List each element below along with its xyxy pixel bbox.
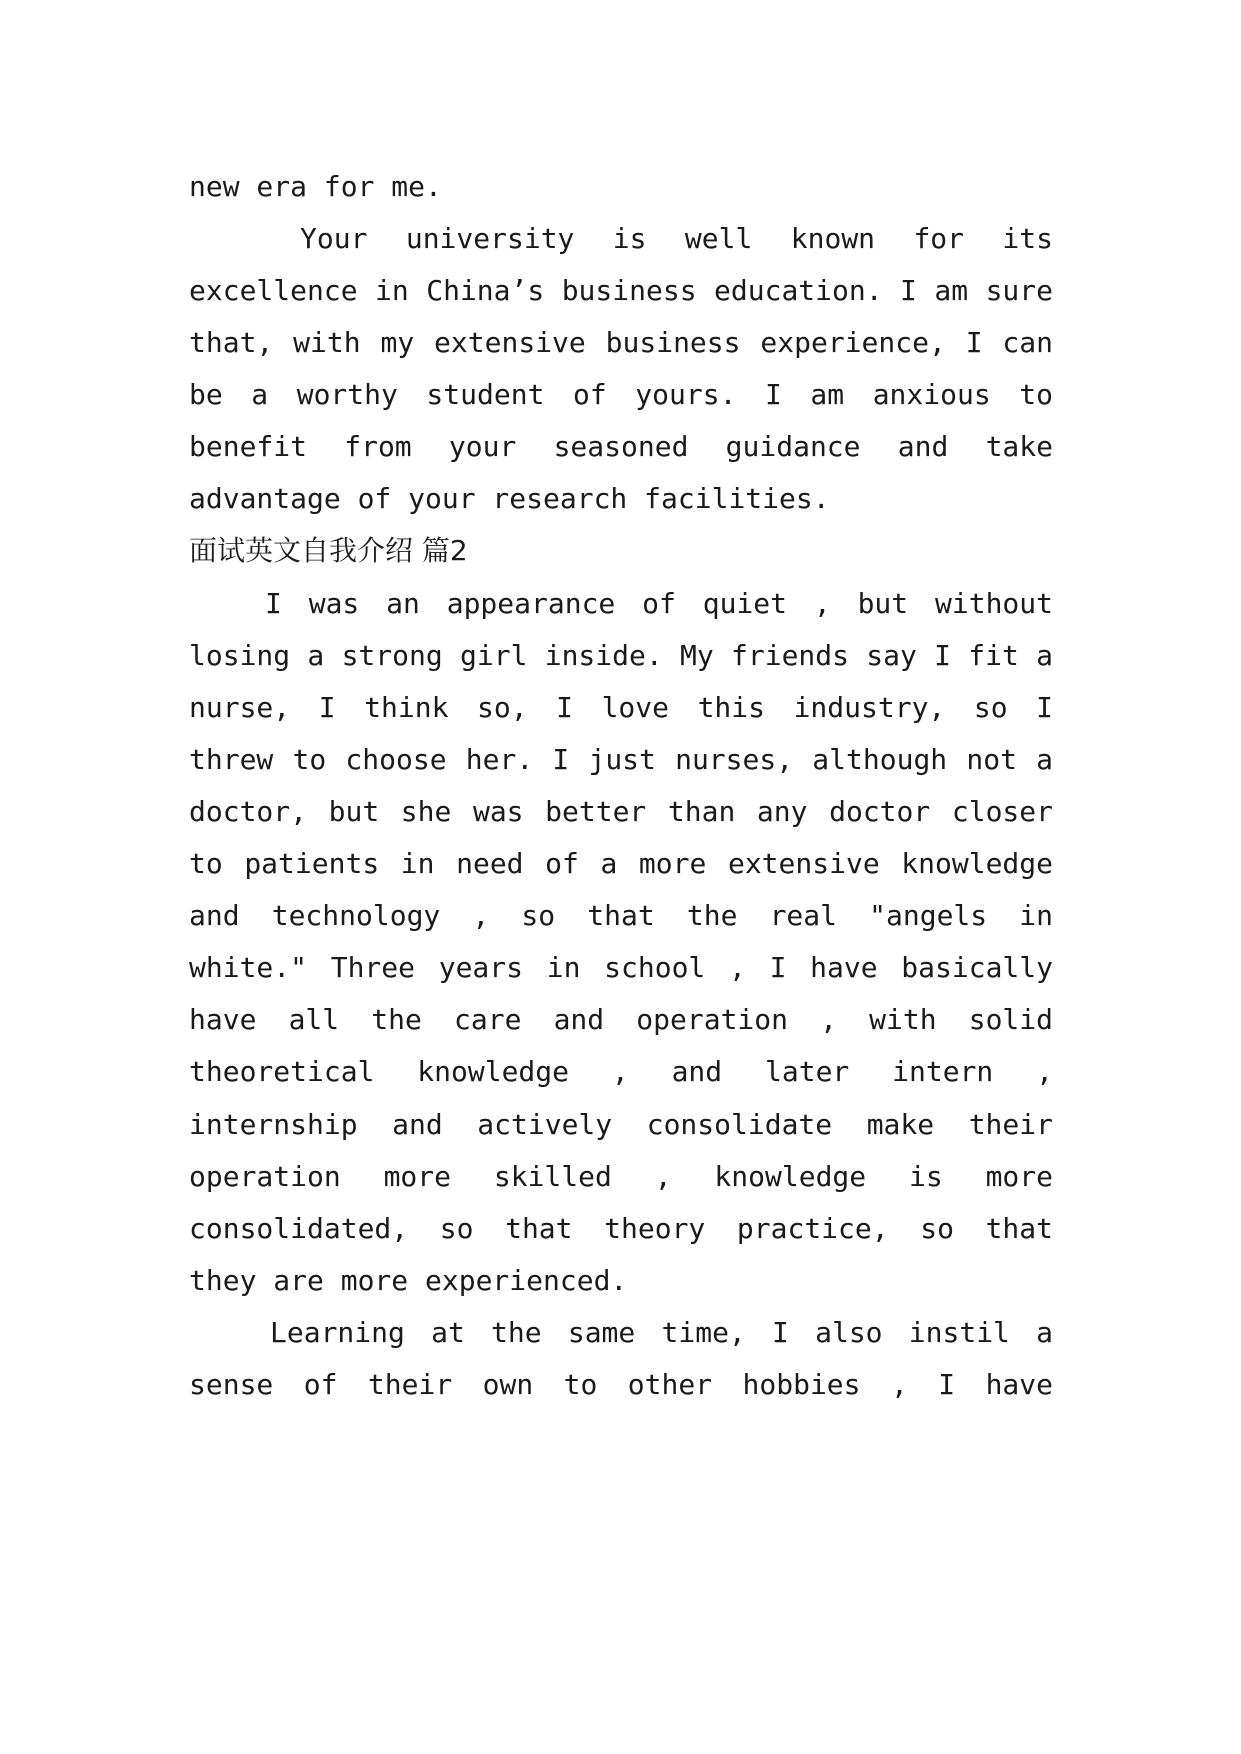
text-line: threw to choose her. I just nurses, although not a — [189, 743, 1053, 776]
text-line: doctor, but she was better than any doctor closer — [189, 795, 1053, 828]
text-line: be a worthy student of yours. I am anxious to — [189, 378, 1053, 411]
text-line: sense of their own to other hobbies , I have — [189, 1368, 1053, 1401]
text-line: have all the care and operation , with solid — [189, 1003, 1053, 1036]
text-line: consolidated, so that theory practice, so that — [189, 1212, 1053, 1245]
text-line: they are more experienced. — [189, 1264, 628, 1297]
text-line: internship and actively consolidate make their — [189, 1108, 1053, 1141]
text-line: that, with my extensive business experience, I can — [189, 326, 1053, 359]
text-line: nurse, I think so, I love this industry, so I — [189, 691, 1053, 724]
text-line: white." Three years in school , I have basically — [189, 951, 1053, 984]
text-line: excellence in China’s business education. I am sure — [189, 274, 1053, 307]
text-line: and technology , so that the real "angels in — [189, 899, 1053, 932]
text-line: advantage of your research facilities. — [189, 482, 830, 515]
paragraph-first-line: I was an appearance of quiet , but without — [265, 587, 1053, 620]
text-line: benefit from your seasoned guidance and take — [189, 430, 1053, 463]
text-line: theoretical knowledge , and later intern , — [189, 1055, 1053, 1088]
text-line: to patients in need of a more extensive knowledge — [189, 847, 1053, 880]
text-line: new era for me. — [189, 170, 442, 203]
paragraph-first-line: Your university is well known for its — [300, 222, 1053, 255]
paragraph-first-line: Learning at the same time, I also instil a — [270, 1316, 1053, 1349]
text-line: operation more skilled , knowledge is more — [189, 1160, 1053, 1193]
section-heading: 面试英文自我介绍 篇2 — [189, 534, 468, 567]
text-line: losing a strong girl inside. My friends say I fit a — [189, 639, 1053, 672]
